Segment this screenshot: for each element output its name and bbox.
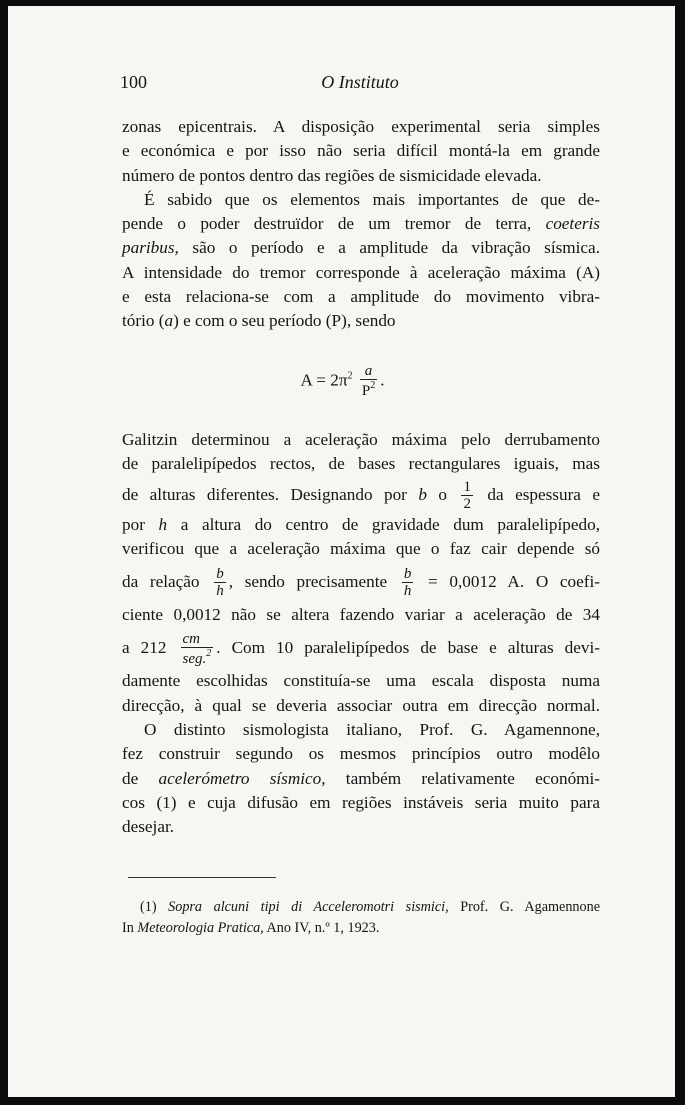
text-line: a 212 $\frac{cm}{seg.^2}$ . Com 10 paralelipípedos de base e alturas devi- [122, 631, 600, 668]
text-line: número de pontos dentro das regiões de sismicidade elevada. [122, 165, 542, 185]
body-text-middle [122, 428, 600, 840]
text-line: paribus, são o período e a amplitude da vibração sísmica. [122, 238, 600, 258]
page-number: 100 [120, 72, 147, 92]
text-line: de alturas diferentes. Designando por b o $\frac{1}{2}$ da espessura e [122, 478, 601, 512]
text-line: Galitzin determinou a aceleração máxima pelo derrubamento [122, 430, 600, 449]
text-line: direcção, à qual se deveria associar outra em direcção normal. [122, 695, 600, 715]
text-line: damente escolhidas constituía-se uma escala disposta numa [122, 671, 600, 691]
running-title: O Instituto [321, 72, 399, 92]
page-header [120, 72, 600, 96]
text-line: ciente 0,0012 não se altera fazendo variar a aceleração de 34 [122, 605, 600, 625]
text-line: tório (a) e com o seu período (P), sendo [122, 311, 396, 331]
text-line: e económica e por isso não seria difícil montá-la em grande [122, 141, 600, 161]
body-text-top [122, 115, 600, 334]
text-line: por h a altura do centro de gravidade dum paralelipípedo, [122, 514, 601, 534]
text-line: e esta relaciona-se com a amplitude do movimento vibra- [122, 287, 600, 307]
footnote [122, 897, 600, 939]
text-line: desejar. [122, 817, 175, 837]
footnote-rule [128, 877, 276, 878]
footnote-line: (1) Sopra alcuni tipi di Acceleromotri sismici, Prof. G. Agamennone [140, 899, 600, 915]
formula-acceleration: $A = 2\pi^2$ $\frac{a}{P^2}$ . [300, 363, 385, 399]
text-line: verificou que a aceleração máxima que o faz cair depende só [122, 538, 600, 558]
text-line: pende o poder destruïdor de um tremor de terra, coeteris [122, 214, 600, 234]
formula-fraction: $\frac{a}{P^2}$ [361, 363, 376, 399]
text-line: de paralelipípedos rectos, de bases rectangulares iguais, mas [122, 454, 600, 474]
text-line: cos (1) e cuja difusão em regiões instáveis seria muito para [122, 792, 600, 812]
text-line: É sabido que os elementos mais importantes de que de- [144, 189, 600, 209]
footnote-line: In Meteorologia Pratica, Ano IV, n.º 1, 1923. [122, 920, 380, 936]
text-line: O distinto sismologista italiano, Prof. G. Agamennone, [144, 720, 600, 740]
text-line: zonas epicentrais. A disposição experimental seria simples [122, 117, 600, 136]
text-line: A intensidade do tremor corresponde à aceleração máxima (A) [122, 262, 600, 282]
text-line: de acelerómetro sísmico, também relativamente económi- [122, 768, 601, 788]
text-line: da relação $\frac{b}{h}$ , sendo precisamente $\frac{b}{h}$ = 0,0012 A. O coefi- [122, 566, 600, 600]
text-line: fez construir segundo os mesmos princípios outro modêlo [122, 744, 600, 764]
